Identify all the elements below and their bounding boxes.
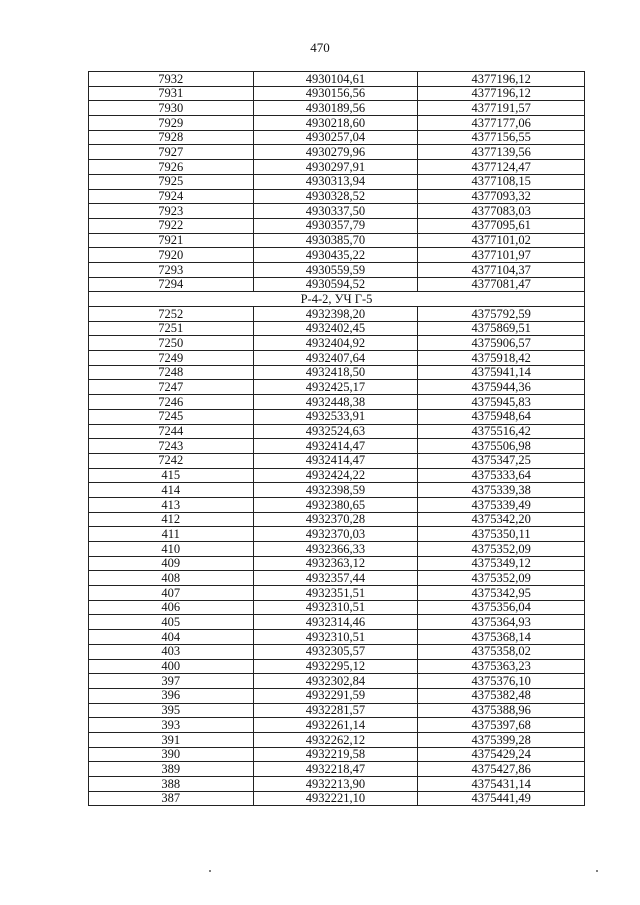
- x-coordinate-cell: 4932305,57: [253, 644, 418, 659]
- point-number-cell: 7924: [89, 189, 254, 204]
- y-coordinate-cell: 4375368,14: [418, 630, 585, 645]
- point-number-cell: 7928: [89, 130, 254, 145]
- table-row: [89, 600, 585, 615]
- point-number-cell: 7244: [89, 424, 254, 439]
- y-coordinate-cell: 4375792,59: [418, 307, 585, 322]
- point-number-cell: 413: [89, 497, 254, 512]
- table-row: [89, 586, 585, 601]
- table-row: [89, 160, 585, 175]
- x-coordinate-cell: 4932291,59: [253, 688, 418, 703]
- point-number-cell: 411: [89, 527, 254, 542]
- point-number-cell: 7247: [89, 380, 254, 395]
- y-coordinate-cell: 4375944,36: [418, 380, 585, 395]
- point-number-cell: 7293: [89, 262, 254, 277]
- table-row: [89, 351, 585, 366]
- table-row: [89, 512, 585, 527]
- point-number-cell: 7929: [89, 116, 254, 131]
- point-number-cell: 414: [89, 483, 254, 498]
- x-coordinate-cell: 4932398,59: [253, 483, 418, 498]
- table-row: [89, 174, 585, 189]
- table-row: [89, 380, 585, 395]
- x-coordinate-cell: 4930328,52: [253, 189, 418, 204]
- x-coordinate-cell: 4932281,57: [253, 703, 418, 718]
- table-row: [89, 777, 585, 792]
- point-number-cell: 7294: [89, 277, 254, 292]
- table-row: [89, 630, 585, 645]
- y-coordinate-cell: 4377093,32: [418, 189, 585, 204]
- x-coordinate-cell: 4930257,04: [253, 130, 418, 145]
- table-row: [89, 674, 585, 689]
- y-coordinate-cell: 4375441,49: [418, 791, 585, 806]
- y-coordinate-cell: 4375342,20: [418, 512, 585, 527]
- table-row: [89, 439, 585, 454]
- y-coordinate-cell: 4377108,15: [418, 174, 585, 189]
- table-row: [89, 542, 585, 557]
- point-number-cell: 7245: [89, 409, 254, 424]
- section-header-row: [89, 292, 585, 307]
- point-number-cell: 410: [89, 542, 254, 557]
- y-coordinate-cell: 4375427,86: [418, 762, 585, 777]
- x-coordinate-cell: 4932533,91: [253, 409, 418, 424]
- section-title: Р-4-2, УЧ Г-5: [89, 292, 585, 307]
- table-row: [89, 233, 585, 248]
- coordinates-table: [88, 71, 585, 806]
- table-row: [89, 688, 585, 703]
- page-number: 470: [310, 40, 330, 55]
- y-coordinate-cell: 4377196,12: [418, 72, 585, 87]
- y-coordinate-cell: 4377101,02: [418, 233, 585, 248]
- scan-speck: [209, 870, 211, 872]
- y-coordinate-cell: 4377095,61: [418, 218, 585, 233]
- point-number-cell: 7923: [89, 204, 254, 219]
- table-row: [89, 101, 585, 116]
- x-coordinate-cell: 4932218,47: [253, 762, 418, 777]
- y-coordinate-cell: 4375397,68: [418, 718, 585, 733]
- y-coordinate-cell: 4375363,23: [418, 659, 585, 674]
- y-coordinate-cell: 4375429,24: [418, 747, 585, 762]
- point-number-cell: 407: [89, 586, 254, 601]
- x-coordinate-cell: 4932363,12: [253, 556, 418, 571]
- x-coordinate-cell: 4930313,94: [253, 174, 418, 189]
- y-coordinate-cell: 4375364,93: [418, 615, 585, 630]
- table-row: [89, 659, 585, 674]
- point-number-cell: 396: [89, 688, 254, 703]
- x-coordinate-cell: 4932448,38: [253, 395, 418, 410]
- point-number-cell: 387: [89, 791, 254, 806]
- x-coordinate-cell: 4932221,10: [253, 791, 418, 806]
- y-coordinate-cell: 4377104,37: [418, 262, 585, 277]
- x-coordinate-cell: 4932425,17: [253, 380, 418, 395]
- point-number-cell: 404: [89, 630, 254, 645]
- y-coordinate-cell: 4377139,56: [418, 145, 585, 160]
- table-row: [89, 409, 585, 424]
- point-number-cell: 7248: [89, 365, 254, 380]
- y-coordinate-cell: 4375431,14: [418, 777, 585, 792]
- x-coordinate-cell: 4932414,47: [253, 453, 418, 468]
- table-row: [89, 424, 585, 439]
- point-number-cell: 393: [89, 718, 254, 733]
- point-number-cell: 7252: [89, 307, 254, 322]
- point-number-cell: 409: [89, 556, 254, 571]
- table-row: [89, 365, 585, 380]
- point-number-cell: 7250: [89, 336, 254, 351]
- y-coordinate-cell: 4377083,03: [418, 204, 585, 219]
- table-row: [89, 86, 585, 101]
- y-coordinate-cell: 4377177,06: [418, 116, 585, 131]
- table-row: [89, 762, 585, 777]
- point-number-cell: 7242: [89, 453, 254, 468]
- y-coordinate-cell: 4375506,98: [418, 439, 585, 454]
- x-coordinate-cell: 4932407,64: [253, 351, 418, 366]
- point-number-cell: 7925: [89, 174, 254, 189]
- table-row: [89, 483, 585, 498]
- point-number-cell: 415: [89, 468, 254, 483]
- y-coordinate-cell: 4375399,28: [418, 732, 585, 747]
- point-number-cell: 408: [89, 571, 254, 586]
- point-number-cell: 7932: [89, 72, 254, 87]
- x-coordinate-cell: 4930218,60: [253, 116, 418, 131]
- y-coordinate-cell: 4375945,83: [418, 395, 585, 410]
- y-coordinate-cell: 4375342,95: [418, 586, 585, 601]
- x-coordinate-cell: 4932404,92: [253, 336, 418, 351]
- y-coordinate-cell: 4375376,10: [418, 674, 585, 689]
- y-coordinate-cell: 4375349,12: [418, 556, 585, 571]
- y-coordinate-cell: 4377124,47: [418, 160, 585, 175]
- table-row: [89, 571, 585, 586]
- table-row: [89, 732, 585, 747]
- y-coordinate-cell: 4375356,04: [418, 600, 585, 615]
- x-coordinate-cell: 4932380,65: [253, 497, 418, 512]
- y-coordinate-cell: 4375941,14: [418, 365, 585, 380]
- x-coordinate-cell: 4932295,12: [253, 659, 418, 674]
- y-coordinate-cell: 4375388,96: [418, 703, 585, 718]
- x-coordinate-cell: 4932357,44: [253, 571, 418, 586]
- point-number-cell: 7922: [89, 218, 254, 233]
- y-coordinate-cell: 4377196,12: [418, 86, 585, 101]
- table-row: [89, 468, 585, 483]
- table-row: [89, 130, 585, 145]
- y-coordinate-cell: 4375350,11: [418, 527, 585, 542]
- x-coordinate-cell: 4932370,03: [253, 527, 418, 542]
- x-coordinate-cell: 4930435,22: [253, 248, 418, 263]
- point-number-cell: 7921: [89, 233, 254, 248]
- x-coordinate-cell: 4932424,22: [253, 468, 418, 483]
- y-coordinate-cell: 4375906,57: [418, 336, 585, 351]
- point-number-cell: 391: [89, 732, 254, 747]
- y-coordinate-cell: 4375333,64: [418, 468, 585, 483]
- table-row: [89, 277, 585, 292]
- point-number-cell: 388: [89, 777, 254, 792]
- y-coordinate-cell: 4375352,09: [418, 542, 585, 557]
- x-coordinate-cell: 4930156,56: [253, 86, 418, 101]
- point-number-cell: 7926: [89, 160, 254, 175]
- table-row: [89, 116, 585, 131]
- x-coordinate-cell: 4932314,46: [253, 615, 418, 630]
- x-coordinate-cell: 4930104,61: [253, 72, 418, 87]
- x-coordinate-cell: 4932310,51: [253, 600, 418, 615]
- point-number-cell: 395: [89, 703, 254, 718]
- x-coordinate-cell: 4932398,20: [253, 307, 418, 322]
- table-row: [89, 556, 585, 571]
- x-coordinate-cell: 4932351,51: [253, 586, 418, 601]
- y-coordinate-cell: 4375382,48: [418, 688, 585, 703]
- table-row: [89, 145, 585, 160]
- x-coordinate-cell: 4932310,51: [253, 630, 418, 645]
- table-row: [89, 615, 585, 630]
- x-coordinate-cell: 4932418,50: [253, 365, 418, 380]
- point-number-cell: 397: [89, 674, 254, 689]
- x-coordinate-cell: 4932262,12: [253, 732, 418, 747]
- point-number-cell: 7243: [89, 439, 254, 454]
- point-number-cell: 7920: [89, 248, 254, 263]
- point-number-cell: 412: [89, 512, 254, 527]
- y-coordinate-cell: 4375339,38: [418, 483, 585, 498]
- table-row: [89, 644, 585, 659]
- x-coordinate-cell: 4932366,33: [253, 542, 418, 557]
- coordinates-table-body: [89, 72, 585, 806]
- y-coordinate-cell: 4375869,51: [418, 321, 585, 336]
- table-row: [89, 747, 585, 762]
- table-row: [89, 189, 585, 204]
- point-number-cell: 389: [89, 762, 254, 777]
- point-number-cell: 7251: [89, 321, 254, 336]
- point-number-cell: 7246: [89, 395, 254, 410]
- table-row: [89, 703, 585, 718]
- table-row: [89, 307, 585, 322]
- x-coordinate-cell: 4930189,56: [253, 101, 418, 116]
- point-number-cell: 7931: [89, 86, 254, 101]
- y-coordinate-cell: 4377156,55: [418, 130, 585, 145]
- y-coordinate-cell: 4375347,25: [418, 453, 585, 468]
- x-coordinate-cell: 4930337,50: [253, 204, 418, 219]
- y-coordinate-cell: 4377101,97: [418, 248, 585, 263]
- y-coordinate-cell: 4375358,02: [418, 644, 585, 659]
- table-row: [89, 248, 585, 263]
- x-coordinate-cell: 4930279,96: [253, 145, 418, 160]
- x-coordinate-cell: 4932402,45: [253, 321, 418, 336]
- point-number-cell: 7249: [89, 351, 254, 366]
- x-coordinate-cell: 4930385,70: [253, 233, 418, 248]
- x-coordinate-cell: 4932302,84: [253, 674, 418, 689]
- table-row: [89, 527, 585, 542]
- x-coordinate-cell: 4932219,58: [253, 747, 418, 762]
- point-number-cell: 406: [89, 600, 254, 615]
- x-coordinate-cell: 4930559,59: [253, 262, 418, 277]
- point-number-cell: 390: [89, 747, 254, 762]
- x-coordinate-cell: 4930297,91: [253, 160, 418, 175]
- table-row: [89, 218, 585, 233]
- table-row: [89, 262, 585, 277]
- point-number-cell: 7927: [89, 145, 254, 160]
- x-coordinate-cell: 4932524,63: [253, 424, 418, 439]
- x-coordinate-cell: 4932370,28: [253, 512, 418, 527]
- x-coordinate-cell: 4932213,90: [253, 777, 418, 792]
- x-coordinate-cell: 4932414,47: [253, 439, 418, 454]
- table-row: [89, 72, 585, 87]
- table-row: [89, 453, 585, 468]
- table-row: [89, 204, 585, 219]
- scan-speck: [596, 870, 598, 872]
- x-coordinate-cell: 4932261,14: [253, 718, 418, 733]
- y-coordinate-cell: 4375339,49: [418, 497, 585, 512]
- y-coordinate-cell: 4375918,42: [418, 351, 585, 366]
- x-coordinate-cell: 4930594,52: [253, 277, 418, 292]
- y-coordinate-cell: 4375352,09: [418, 571, 585, 586]
- table-row: [89, 321, 585, 336]
- point-number-cell: 405: [89, 615, 254, 630]
- table-row: [89, 395, 585, 410]
- y-coordinate-cell: 4375948,64: [418, 409, 585, 424]
- point-number-cell: 400: [89, 659, 254, 674]
- table-row: [89, 336, 585, 351]
- point-number-cell: 403: [89, 644, 254, 659]
- table-row: [89, 497, 585, 512]
- x-coordinate-cell: 4930357,79: [253, 218, 418, 233]
- table-row: [89, 791, 585, 806]
- table-row: [89, 718, 585, 733]
- y-coordinate-cell: 4377081,47: [418, 277, 585, 292]
- y-coordinate-cell: 4375516,42: [418, 424, 585, 439]
- y-coordinate-cell: 4377191,57: [418, 101, 585, 116]
- point-number-cell: 7930: [89, 101, 254, 116]
